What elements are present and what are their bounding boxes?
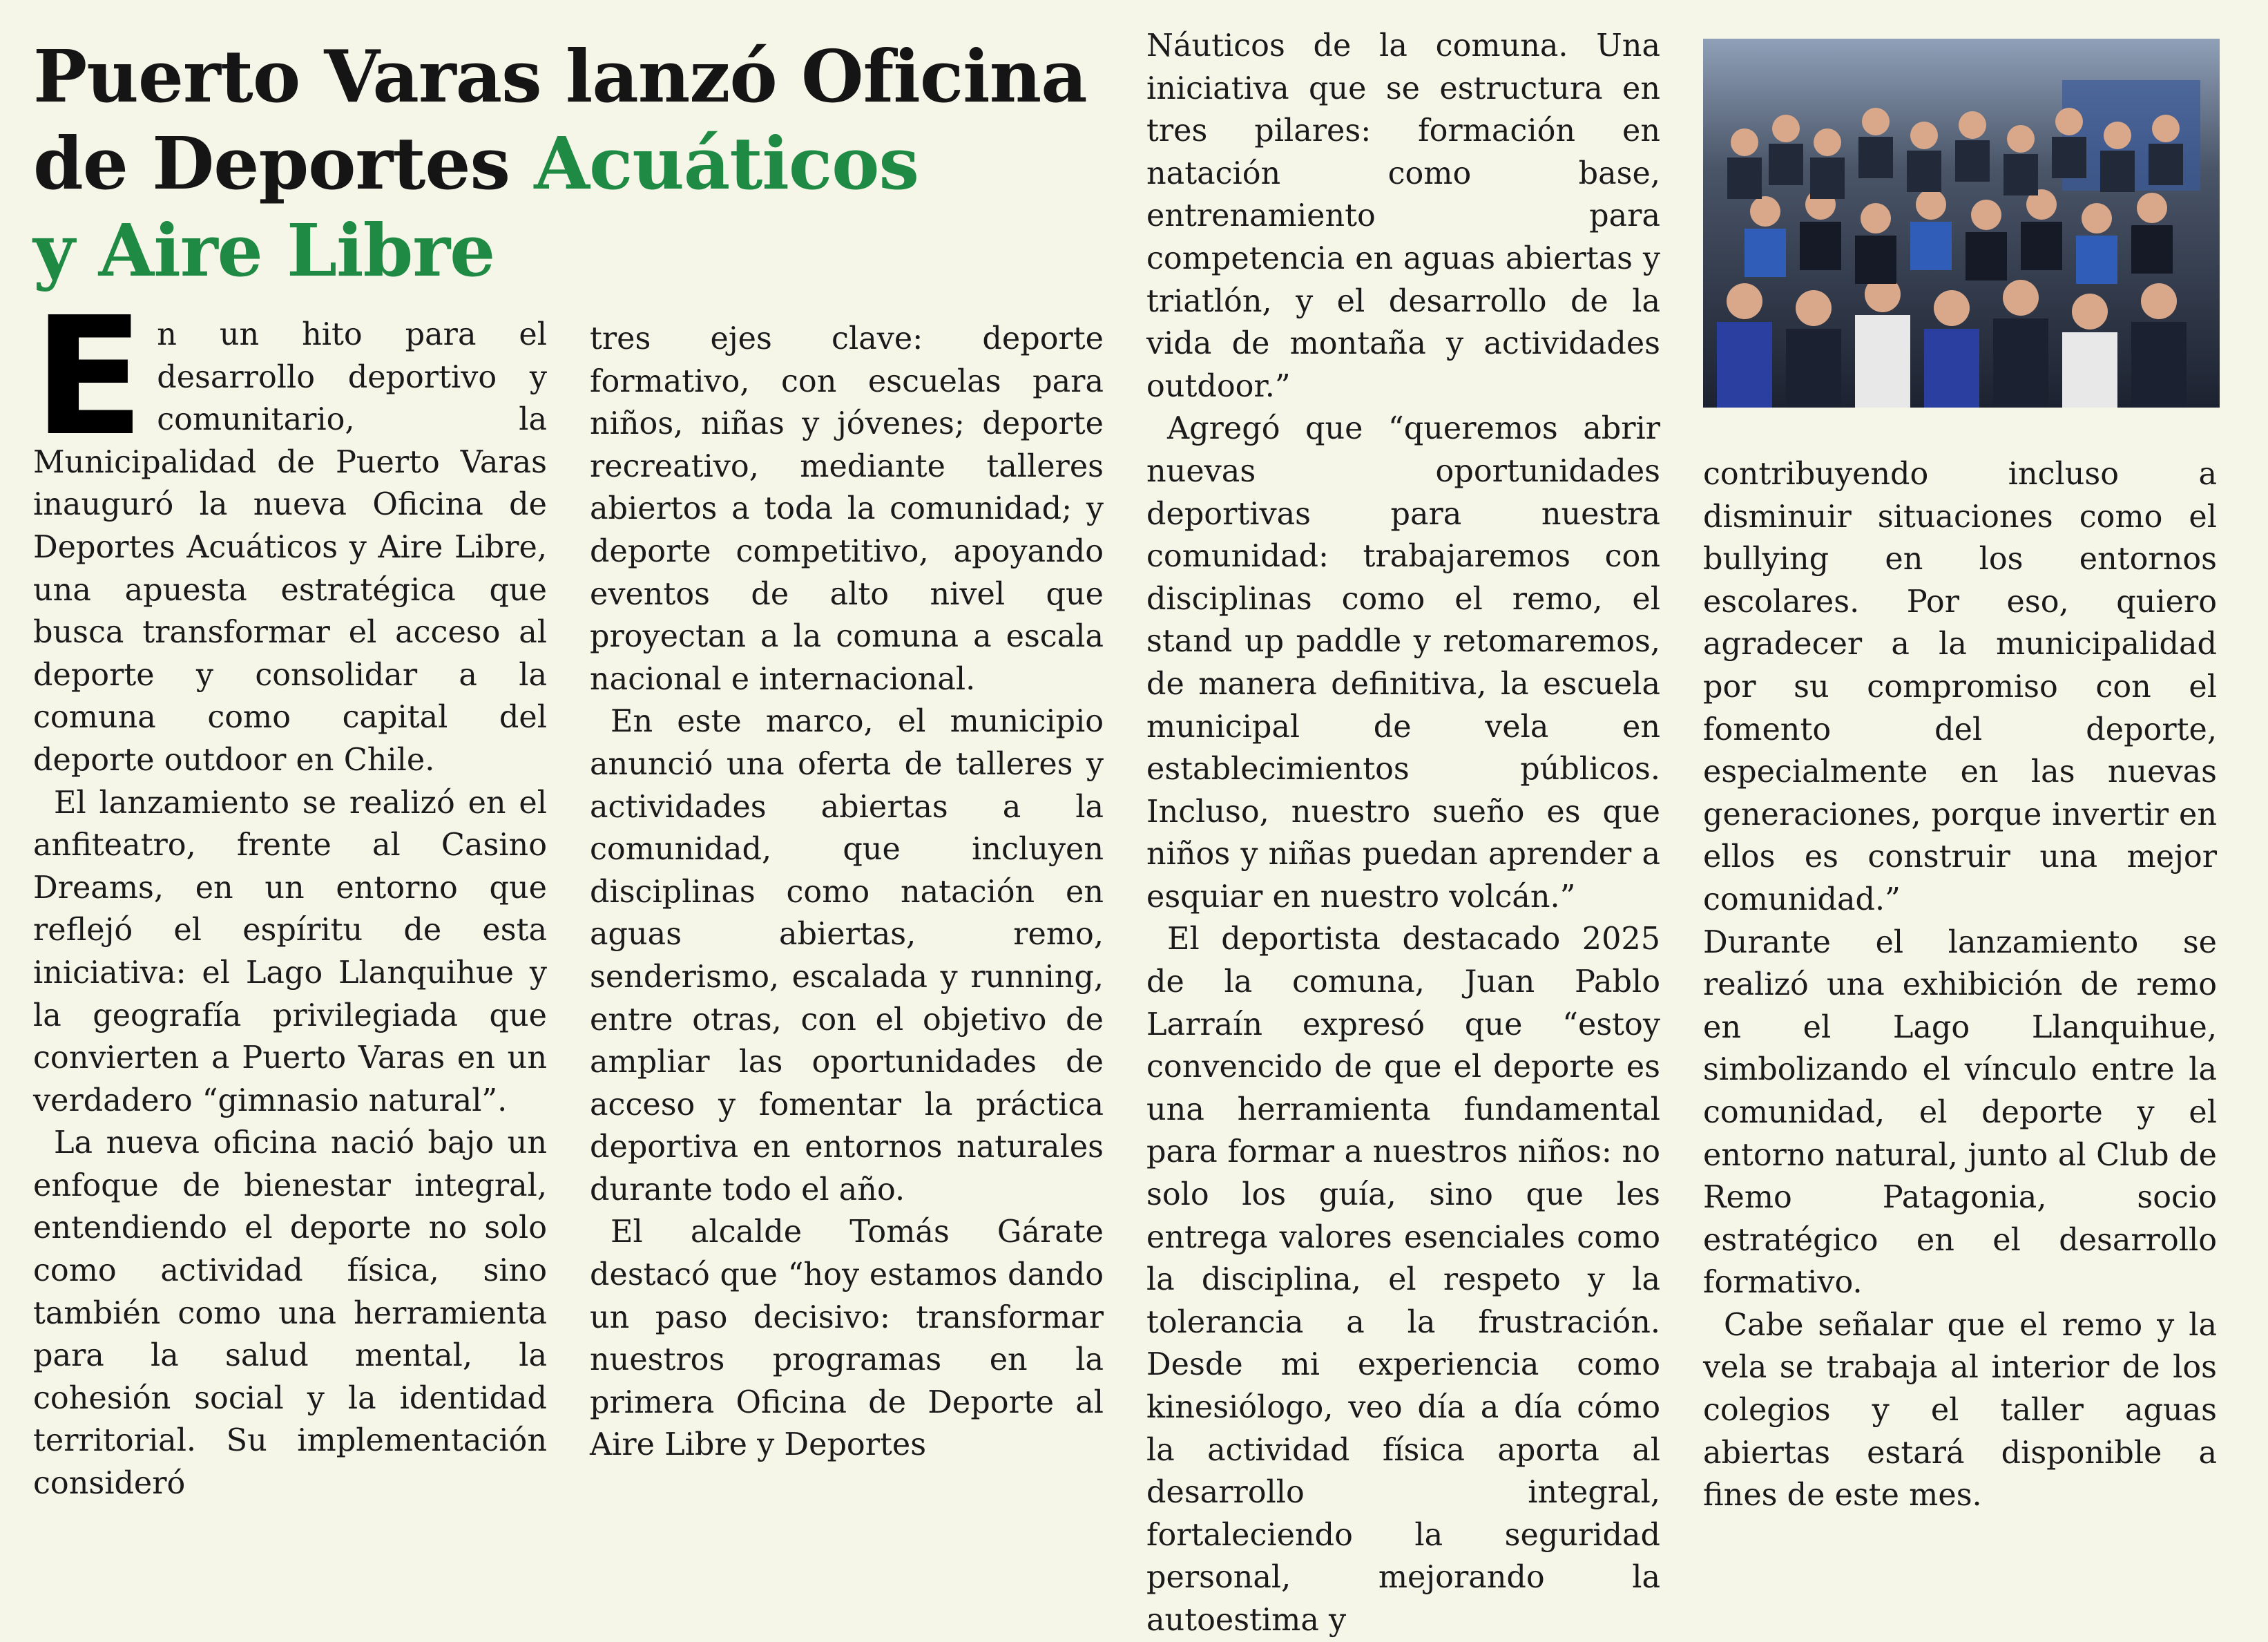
paragraph: n un hito para el desarrollo deportivo y comunitario, la Municipalidad de Puerto Varas inauguró la nueva Oficina de Deportes Acuáticos y Aire Libre, una apuesta estratégica que busca transformar el acceso al deporte y consolidar a la comuna como capital del deporte outdoor en Chile.	[33, 317, 547, 778]
paragraph: contribuyendo incluso a disminuir situaciones como el bullying en los entornos escolares. Por eso, quiero agradecer a la municipalidad por su compromiso con el fomento del deporte, especialmente en las nuevas generaciones, porque invertir en ellos es construir una mejor comunidad.”	[1703, 457, 2217, 917]
paragraph: Durante el lanzamiento se realizó una exhibición de remo en el Lago Llanquihue, simbolizando el vínculo entre la comunidad, el deporte y el entorno natural, junto al Club de Remo Patagonia, socio estratégico en el desarrollo formativo.	[1703, 924, 2217, 1301]
paragraph: Náuticos de la comuna. Una iniciativa que se estructura en tres pilares: formación en natación como base, entrenamiento para competencia en aguas abiertas y triatlón, y el desarrollo de la vida de montaña y actividades outdoor.”	[1146, 28, 1660, 404]
group-photo	[1703, 39, 2220, 408]
paragraph: Cabe señalar que el remo y la vela se trabaja al interior de los colegios y el taller aguas abiertas estará disponible a fines de este mes.	[1703, 1307, 2217, 1514]
headline	[33, 33, 1111, 294]
paragraph: tres ejes clave: deporte formativo, con escuelas para niños, niñas y jóvenes; deporte recreativo, mediante talleres abiertos a toda la comunidad; y deporte competitivo, apoyando eventos de alto nivel que proyectan a la comuna a escala nacional e internacional.	[590, 321, 1104, 697]
headline-line-1: Puerto Varas lanzó Oficina	[33, 34, 1087, 119]
paragraph: El deportista destacado 2025 de la comuna, Juan Pablo Larraín expresó que “estoy convencido de que el deporte es una herramienta fundamental para formar a nuestros niños: no solo los guía, sino que les entrega valores esenciales como la disciplina, el respeto y la tolerancia a la frustración. Desde mi experiencia como kinesiólogo, veo día a día cómo la actividad física aporta al desarrollo integral, fortaleciendo la seguridad personal, mejorando la autoestima y	[1146, 922, 1660, 1638]
article-column-2	[590, 318, 1104, 1467]
paragraph: Agregó que “queremos abrir nuevas oportunidades deportivas para nuestra comunidad: trabajaremos con disciplinas como el remo, el stand up paddle y retomaremos, de manera definitiva, la escuela municipal de vela en establecimientos públicos. Incluso, nuestro sueño es que niños y niñas puedan aprender a esquiar en nuestro volcán.”	[1146, 411, 1660, 915]
headline-line-3: y Aire Libre	[33, 208, 495, 293]
paragraph: En este marco, el municipio anunció una oferta de talleres y actividades abiertas a la comunidad, que incluyen disciplinas como natación en aguas abiertas, remo, senderismo, escalada y running, entre otras, con el objetivo de ampliar las oportunidades de acceso y fomentar la práctica deportiva en entornos naturales durante todo el año.	[590, 704, 1104, 1207]
paragraph: El alcalde Tomás Gárate destacó que “hoy estamos dando un paso decisivo: transformar nuestros programas en la primera Oficina de Deporte al Aire Libre y Deportes	[590, 1214, 1104, 1463]
headline-line-2a: de Deportes	[33, 121, 535, 206]
drop-cap: E	[33, 282, 145, 472]
paragraph: La nueva oficina nació bajo un enfoque de bienestar integral, entendiendo el deporte no solo como actividad física, sino también como una herramienta para la salud mental, la cohesión social y la identidad territorial. Su implementación consideró	[33, 1125, 547, 1502]
group-photo-icon	[1703, 39, 2220, 408]
paragraph: El lanzamiento se realizó en el anfiteatro, frente al Casino Dreams, en un entorno que reflejó el espíritu de esta iniciativa: el Lago Llanquihue y la geografía privilegiada que convierten a Puerto Varas en un verdadero “gimnasio natural”.	[33, 785, 547, 1118]
headline-line-2b: Acuáticos	[534, 121, 919, 206]
article-column-4	[1703, 453, 2217, 1517]
article-column-1	[33, 282, 547, 1505]
article-column-3	[1146, 25, 1660, 1642]
